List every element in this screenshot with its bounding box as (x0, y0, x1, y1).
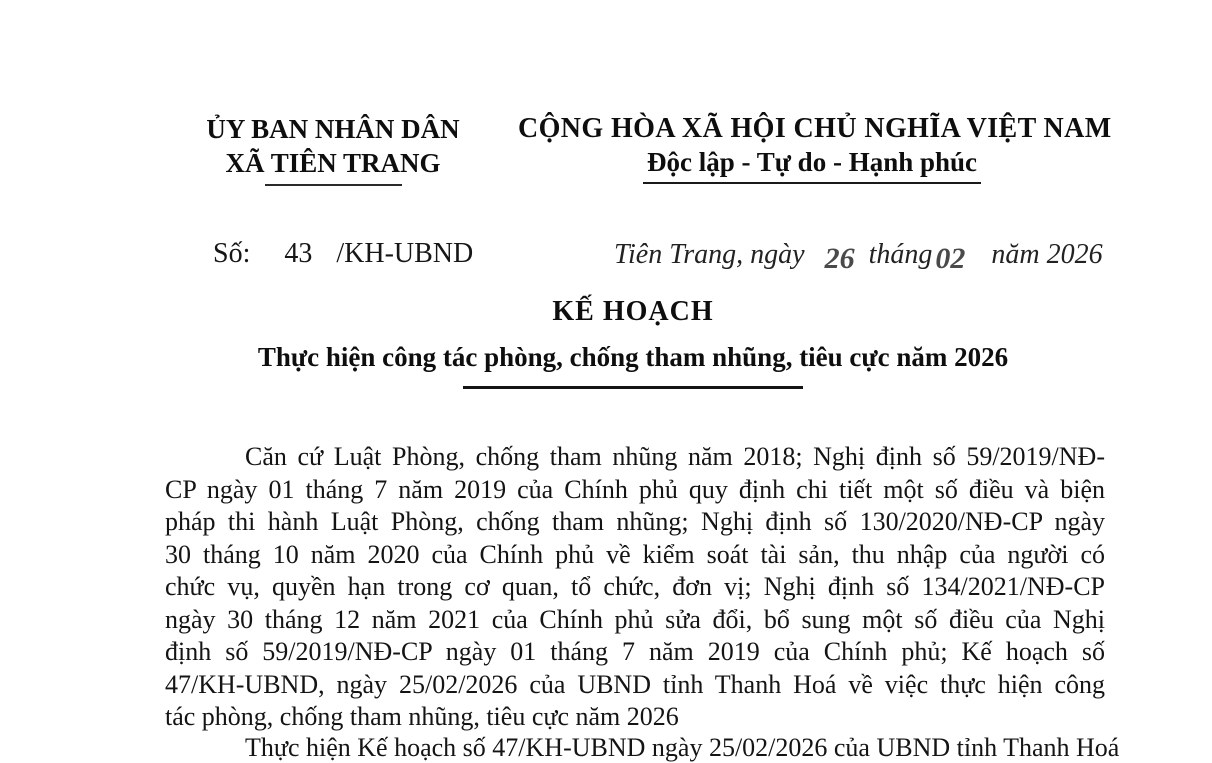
month-label: tháng (868, 239, 933, 270)
body-line: Căn cứ Luật Phòng, chống tham nhũng năm 2018; Nghị định số 59/2019/NĐ- (245, 442, 1105, 471)
national-name-line: CỘNG HÒA XÃ HỘI CHỦ NGHĨA VIỆT NAM (518, 113, 1112, 144)
national-motto-underline (643, 182, 981, 184)
document-title-block (163, 296, 1103, 389)
issuing-authority-block (165, 112, 501, 186)
document-subtitle: Thực hiện công tác phòng, chống tham nhũng, tiêu cực năm 2026 (257, 342, 1009, 372)
clipped-bottom-line (165, 733, 1120, 762)
place-date-prefix: Tiên Trang, ngày (614, 239, 805, 270)
body-line: chức vụ, quyền hạn trong cơ quan, tổ chức, đơn vị; Nghị định số 134/2021/NĐ-CP (165, 572, 1105, 601)
national-header-block (518, 112, 1112, 184)
document-number-line (213, 238, 473, 270)
document-number-suffix: /KH-UBND (336, 238, 474, 269)
body-line: pháp thi hành Luật Phòng, chống tham nhũng; Nghị định số 130/2020/NĐ-CP ngày (165, 507, 1105, 536)
handwritten-day: 26 (824, 242, 855, 275)
national-motto-line: Độc lập - Tự do - Hạnh phúc (646, 147, 978, 177)
body-paragraph (165, 441, 1105, 734)
issuing-authority-line1: ỦY BAN NHÂN DÂN (206, 114, 460, 144)
body-line: CP ngày 01 tháng 7 năm 2019 của Chính phủ quy định chi tiết một số điều và biện (165, 474, 1105, 504)
title-underline (463, 386, 803, 389)
body-line: định số 59/2019/NĐ-CP ngày 01 tháng 7 năm 2019 của Chính phủ; Kế hoạch số (165, 637, 1105, 666)
body-line: 30 tháng 10 năm 2020 của Chính phủ về kiểm soát tài sản, thu nhập của người có (165, 539, 1105, 569)
document-title: KẾ HOẠCH (552, 296, 714, 327)
document-number-label: Số: (213, 238, 251, 269)
body-line: tác phòng, chống tham nhũng, tiêu cực năm 2026 (165, 702, 679, 731)
place-date-line (614, 238, 1103, 275)
clipped-bottom-line-text: Thực hiện Kế hoạch số 47/KH-UBND ngày 25/02/2026 của UBND tỉnh Thanh Hoá (245, 733, 1120, 762)
issuing-authority-line2: XÃ TIÊN TRANG (225, 148, 441, 178)
body-line: ngày 30 tháng 12 năm 2021 của Chính phủ sửa đổi, bổ sung một số điều của Nghị (165, 604, 1105, 634)
document-number-value: 43 (284, 238, 313, 269)
issuing-authority-underline (265, 184, 402, 186)
handwritten-month: 02 (935, 242, 966, 275)
year-label: năm 2026 (991, 239, 1103, 270)
body-line: 47/KH-UBND, ngày 25/02/2026 của UBND tỉnh Thanh Hoá về việc thực hiện công (165, 669, 1105, 699)
